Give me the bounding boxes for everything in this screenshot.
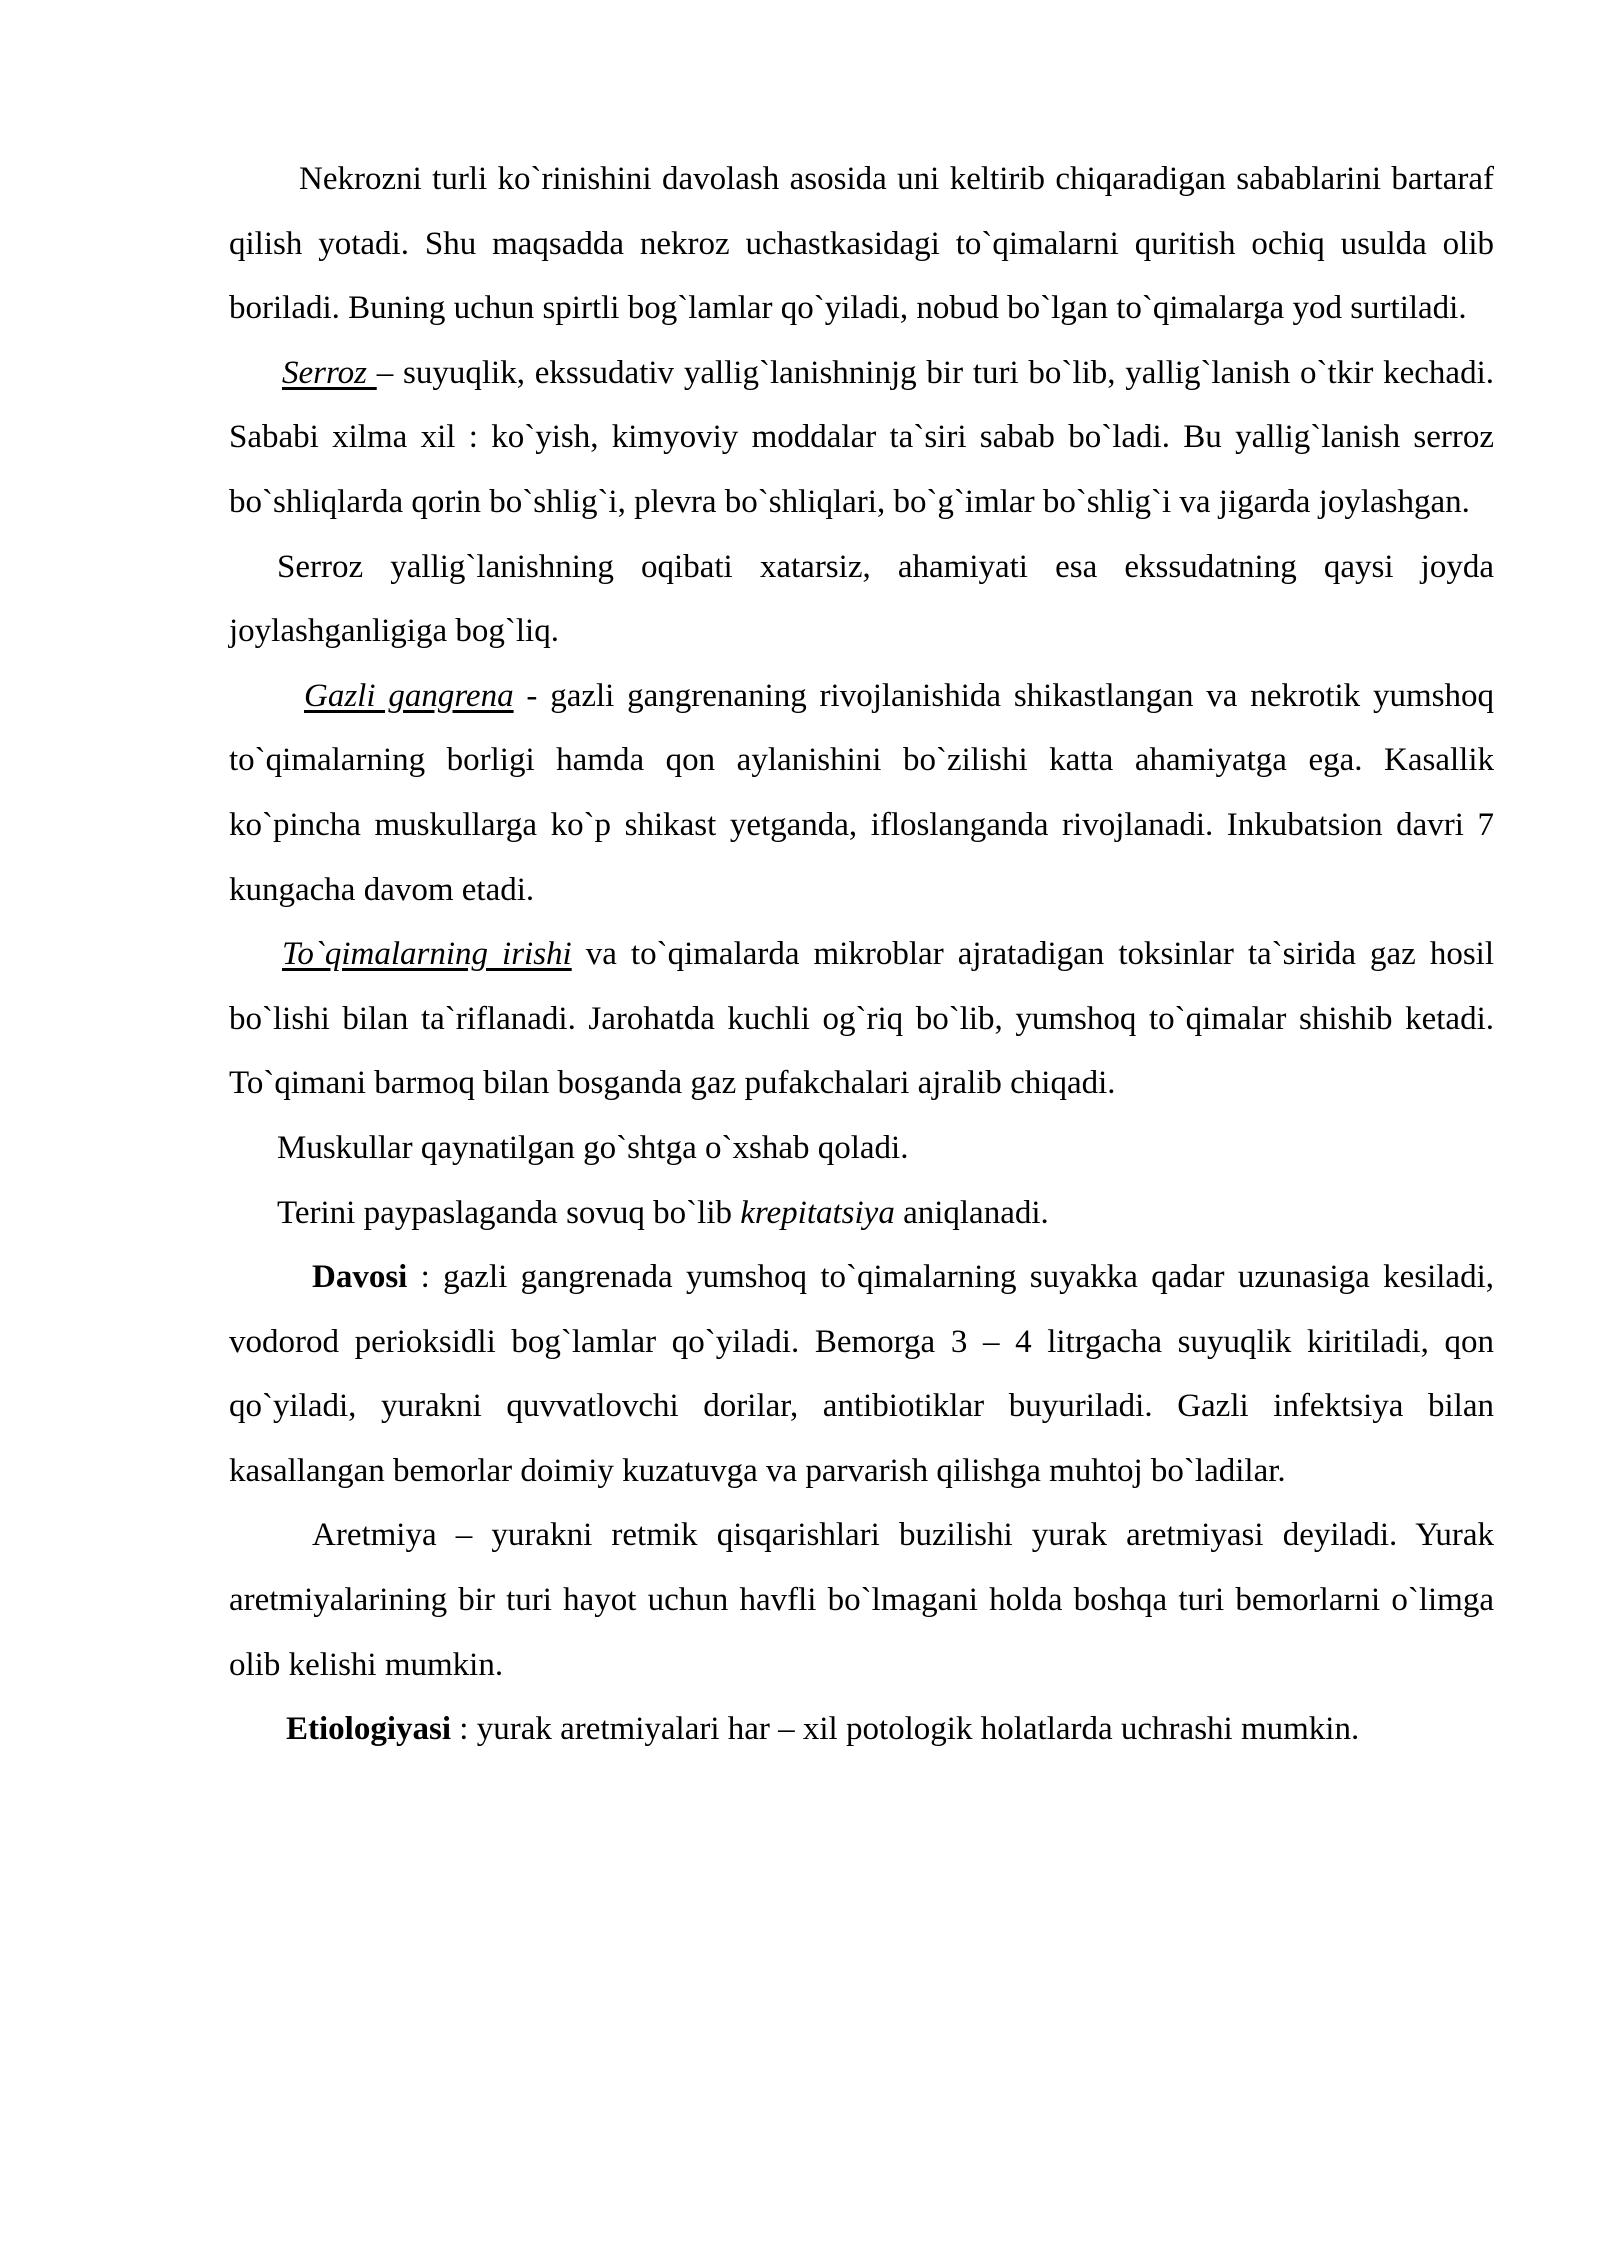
paragraph-muskullar <box>229 1116 1494 1181</box>
paragraph-text: va to`qimalarda mikroblar ajratadigan toksinlar ta`sirida gaz hosil bo`lishi bilan ta`riflanadi. Jarohatda kuchli og`riq bo`lib, yumshoq to`qimalar shishib ketadi. To`qimani barmoq bilan bosganda gaz pufakchalari ajralib chiqadi. <box>229 936 1494 1102</box>
paragraph-toqimalar-irishi <box>229 922 1494 1116</box>
paragraph-terini <box>229 1181 1494 1246</box>
term-gazli-gangrena: Gazli gangrena <box>304 677 514 714</box>
paragraph-text: Aretmiya – yurakni retmik qisqarishlari buzilishi yurak aretmiyasi deyiladi. Yurak aretmiyalarining bir turi hayot uchun havfli bo`lmagani holda boshqa turi bemorlarni o`limga olib kelishi mumkin. <box>229 1517 1494 1683</box>
paragraph-text: : yurak aretmiyalari har – xil potologik holatlarda uchrashi mumkin. <box>451 1711 1360 1748</box>
heading-etiologiyasi: Etiologiyasi <box>286 1711 452 1748</box>
paragraph-text: Muskullar qaynatilgan go`shtga o`xshab qoladi. <box>277 1129 909 1166</box>
paragraph-text: - gazli gangrenaning rivojlanishida shikastlangan va nekrotik yumshoq to`qimalarning borligi hamda qon aylanishini bo`zilishi katta ahamiyatga ega. Kasallik ko`pincha muskullarga ko`p shikast yetganda, ifloslanganda rivojlanadi. Inkubatsion davri 7 kungacha davom etadi. <box>229 677 1495 908</box>
paragraph-davosi <box>229 1245 1494 1503</box>
document-page <box>229 147 1494 1762</box>
term-krepitatsiya: krepitatsiya <box>740 1194 895 1231</box>
paragraph-etiologiyasi <box>229 1697 1494 1762</box>
paragraph-text-before: Terini paypaslaganda sovuq bo`lib <box>277 1194 741 1231</box>
heading-davosi: Davosi <box>312 1259 408 1296</box>
term-toqimalar-irishi: To`qimalarning irishi <box>282 936 572 973</box>
paragraph-aretmiya <box>229 1503 1494 1697</box>
paragraph-serroz-outcome <box>229 535 1494 664</box>
paragraph-text: – suyuqlik, ekssudativ yallig`lanishninjg bir turi bo`lib, yallig`lanish o`tkir kechadi. Sababi xilma xil : ko`yish, kimyoviy moddalar ta`siri sabab bo`ladi. Bu yallig`lanish serroz bo`shliqlarda qorin bo`shlig`i, plevra bo`shliqlari, bo`g`imlar bo`shlig`i va jigarda joylashgan. <box>229 354 1494 520</box>
paragraph-text: Serroz yallig`lanishning oqibati xatarsiz, ahamiyati esa ekssudatning qaysi joyda joylashganligiga bog`liq. <box>229 548 1494 650</box>
paragraph-text: Nekrozni turli ko`rinishini davolash asosida uni keltirib chiqaradigan sabablarini bartaraf qilish yotadi. Shu maqsadda nekroz uchastkasidagi to`qimalarni quritish ochiq usulda olib boriladi. Buning uchun spirtli bog`lamlar qo`yiladi, nobud bo`lgan to`qimalarga yod surtiladi. <box>229 161 1494 327</box>
paragraph-text-after: aniqlanadi. <box>894 1194 1049 1231</box>
paragraph-gazli-gangrena <box>229 664 1494 922</box>
paragraph-text: : gazli gangrenada yumshoq to`qimalarning suyakka qadar uzunasiga kesiladi, vodorod perioksidli bog`lamlar qo`yiladi. Bemorga 3 – 4 litrgacha suyuqlik kiritiladi, qon qo`yiladi, yurakni quvvatlovchi dorilar, antibiotiklar buyuriladi. Gazli infektsiya bilan kasallangan bemorlar doimiy kuzatuvga va parvarish qilishga muhtoj bo`ladilar. <box>229 1259 1494 1489</box>
paragraph-serroz <box>229 341 1494 535</box>
term-serroz: Serroz <box>282 354 377 391</box>
paragraph-nekroz-treatment <box>229 147 1494 341</box>
